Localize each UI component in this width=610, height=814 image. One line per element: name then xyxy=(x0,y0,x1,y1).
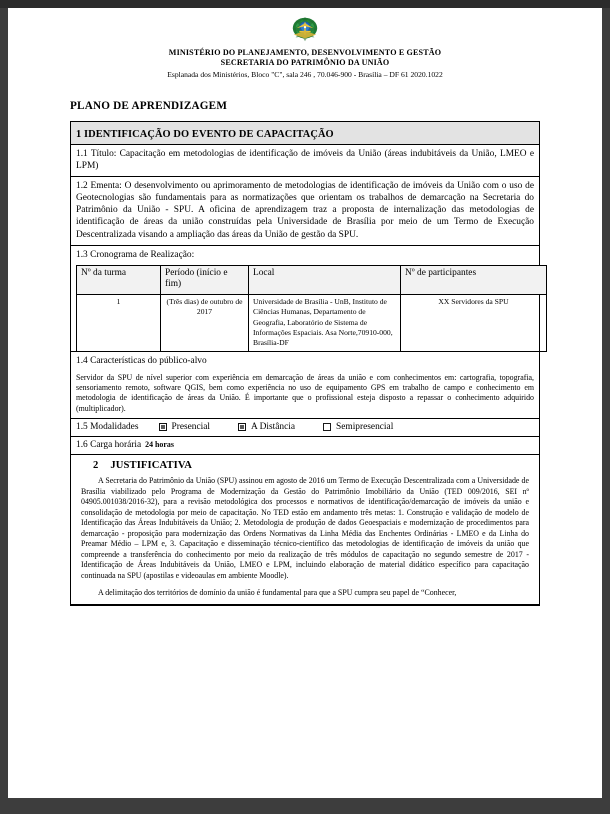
modalidade-option-a-distancia[interactable] xyxy=(238,422,295,432)
field-titulo-text: 1.1 Título: Capacitação em metodologias de identificação de imóveis da União (áreas indubitáveis da União, LMEO e LPM) xyxy=(76,149,534,172)
viewer-top-bar xyxy=(0,0,610,8)
section-2-title: JUSTIFICATIVA xyxy=(110,460,192,472)
section-1-title: 1 IDENTIFICAÇÃO DO EVENTO DE CAPACITAÇÃO xyxy=(76,129,334,140)
publico-alvo-text: Servidor da SPU de nível superior com experiência em demarcação de áreas da união e com conhecimentos em: cartografia, topografia, sensoriamento remoto, software QGIS, bem como experiência no uso de equipamento GPS em trabalho de campo e conhecimento em metodologia de identificação de áreas da União. É importante que o profissional esteja disposto a repassar o conhecimento adquirido (multiplicador). xyxy=(76,372,534,413)
section-1-frame xyxy=(70,121,540,606)
field-publico-alvo xyxy=(71,352,539,419)
cronograma-table xyxy=(76,265,547,353)
justificativa-paragraph-2: A delimitação dos territórios de domínio da união é fundamental para que a SPU cumpra seu papel de “Conhecer, xyxy=(98,588,457,598)
col-header-local: Local xyxy=(249,265,401,295)
field-ementa-text: 1.2 Ementa: O desenvolvimento ou aprimoramento de metodologias de identificação de imóveis da União com o uso de Geotecnologias são fundamentais para as normatizações que orientam os trabalhos de demarcação na Secretaria do Patrimônio da União - SPU. A oficina de aprendizagem traz a proposta de internalização das metodologias de identificação de áreas da união construídas pela Universidade de Brasília por meio de um Termo de Execução Descentralizada visando a ampliação das áreas da União de gestão da SPU. xyxy=(76,181,534,240)
col-header-periodo: Período (início e fim) xyxy=(161,265,249,295)
cell-turma: 1 xyxy=(77,295,161,352)
section-2-number: 2 xyxy=(93,460,99,472)
modalidades-label: 1.5 Modalidades xyxy=(76,422,139,433)
letterhead-address: Esplanada dos Ministérios, Bloco "C", sala 246 , 70.046-900 - Brasília – DF 61 2020.1022 xyxy=(167,70,443,79)
table-header-row xyxy=(77,265,547,295)
checkbox-presencial[interactable] xyxy=(159,423,167,431)
checkbox-a-distancia[interactable] xyxy=(238,423,246,431)
col-header-turma: Nº da turma xyxy=(77,265,161,295)
field-carga-horaria xyxy=(71,437,539,455)
section-2-block xyxy=(71,455,539,605)
letterhead xyxy=(70,8,540,80)
document-page xyxy=(8,8,602,798)
table-row xyxy=(77,295,547,352)
modalidade-label-a-distancia: A Distância xyxy=(251,422,296,433)
brazil-coat-of-arms-icon xyxy=(290,14,320,44)
field-cronograma xyxy=(71,246,539,353)
section-1-header xyxy=(71,122,539,145)
section-2-heading xyxy=(93,460,529,471)
page-title: PLANO DE APRENDIZAGEM xyxy=(70,100,228,112)
publico-alvo-label: 1.4 Características do público-alvo xyxy=(76,356,207,367)
field-titulo xyxy=(71,145,539,177)
modalidade-label-presencial: Presencial xyxy=(171,422,211,433)
carga-horaria-label: 1.6 Carga horária xyxy=(76,440,142,451)
modalidade-option-semipresencial[interactable] xyxy=(323,422,393,432)
cronograma-label: 1.3 Cronograma de Realização: xyxy=(76,249,195,260)
modalidade-option-presencial[interactable] xyxy=(159,422,211,432)
letterhead-ministry: MINISTÉRIO DO PLANEJAMENTO, DESENVOLVIMENTO E GESTÃO xyxy=(168,48,442,57)
cell-local: Universidade de Brasília - UnB, Instituto de Ciências Humanas, Departamento de Geografia, Laboratório de Sistema de Informações Espaciais. Asa Norte,70910-000, Brasília-DF xyxy=(249,295,401,352)
justificativa-paragraph-1: A Secretaria do Patrimônio da União (SPU) assinou em agosto de 2016 um Termo de Execução Descentralizada com a Universidade de Brasília viabilizado pelo Programa de Modernização da Gestão do Patrimônio Imobiliário da União (TED 009/2016, SEI nº 04905.001038/2016-32), para a revisão metodológica dos processos e normativos de identificação/demarcação de imóveis da união e consolidação de metodologia por meio de capacitação. No TED estão em andamento três metas: 1. Construção e validação de modelo de Identificação das Áreas Indubitáveis da União; 2. Metodologia de produção de dados Geoespaciais e modernização de procedimentos para demarcação - proposição para modernização das Ordens Normativas da Linha Média das Enchentes Ordinárias - LMEO e da Linha do Preamar Médio – LPM e, 3. Capacitação e disseminação técnico-científico das metodologias de identificação de imóveis da união que compreende a transferência do conhecimento por meio da realização de três módulos de capacitação no segundo semestre de 2017 - Identificação de Áreas Indubitáveis da União, LMEO e LPM, incluindo elaboração de material didático específico para capacitação continuada na SPU (apostilas e videoaulas em ambiente Moodle). xyxy=(81,476,529,580)
letterhead-secretariat: SECRETARIA DO PATRIMÔNIO DA UNIÃO xyxy=(220,58,390,67)
carga-horaria-value: 24 horas xyxy=(145,440,174,450)
col-header-participantes: Nº de participantes xyxy=(401,265,547,295)
cell-participantes: XX Servidores da SPU xyxy=(401,295,547,352)
modalidade-label-semipresencial: Semipresencial xyxy=(336,422,394,433)
checkbox-semipresencial[interactable] xyxy=(323,423,331,431)
field-modalidades xyxy=(71,419,539,437)
field-ementa xyxy=(71,177,539,245)
cell-periodo: (Três dias) de outubro de 2017 xyxy=(161,295,249,352)
